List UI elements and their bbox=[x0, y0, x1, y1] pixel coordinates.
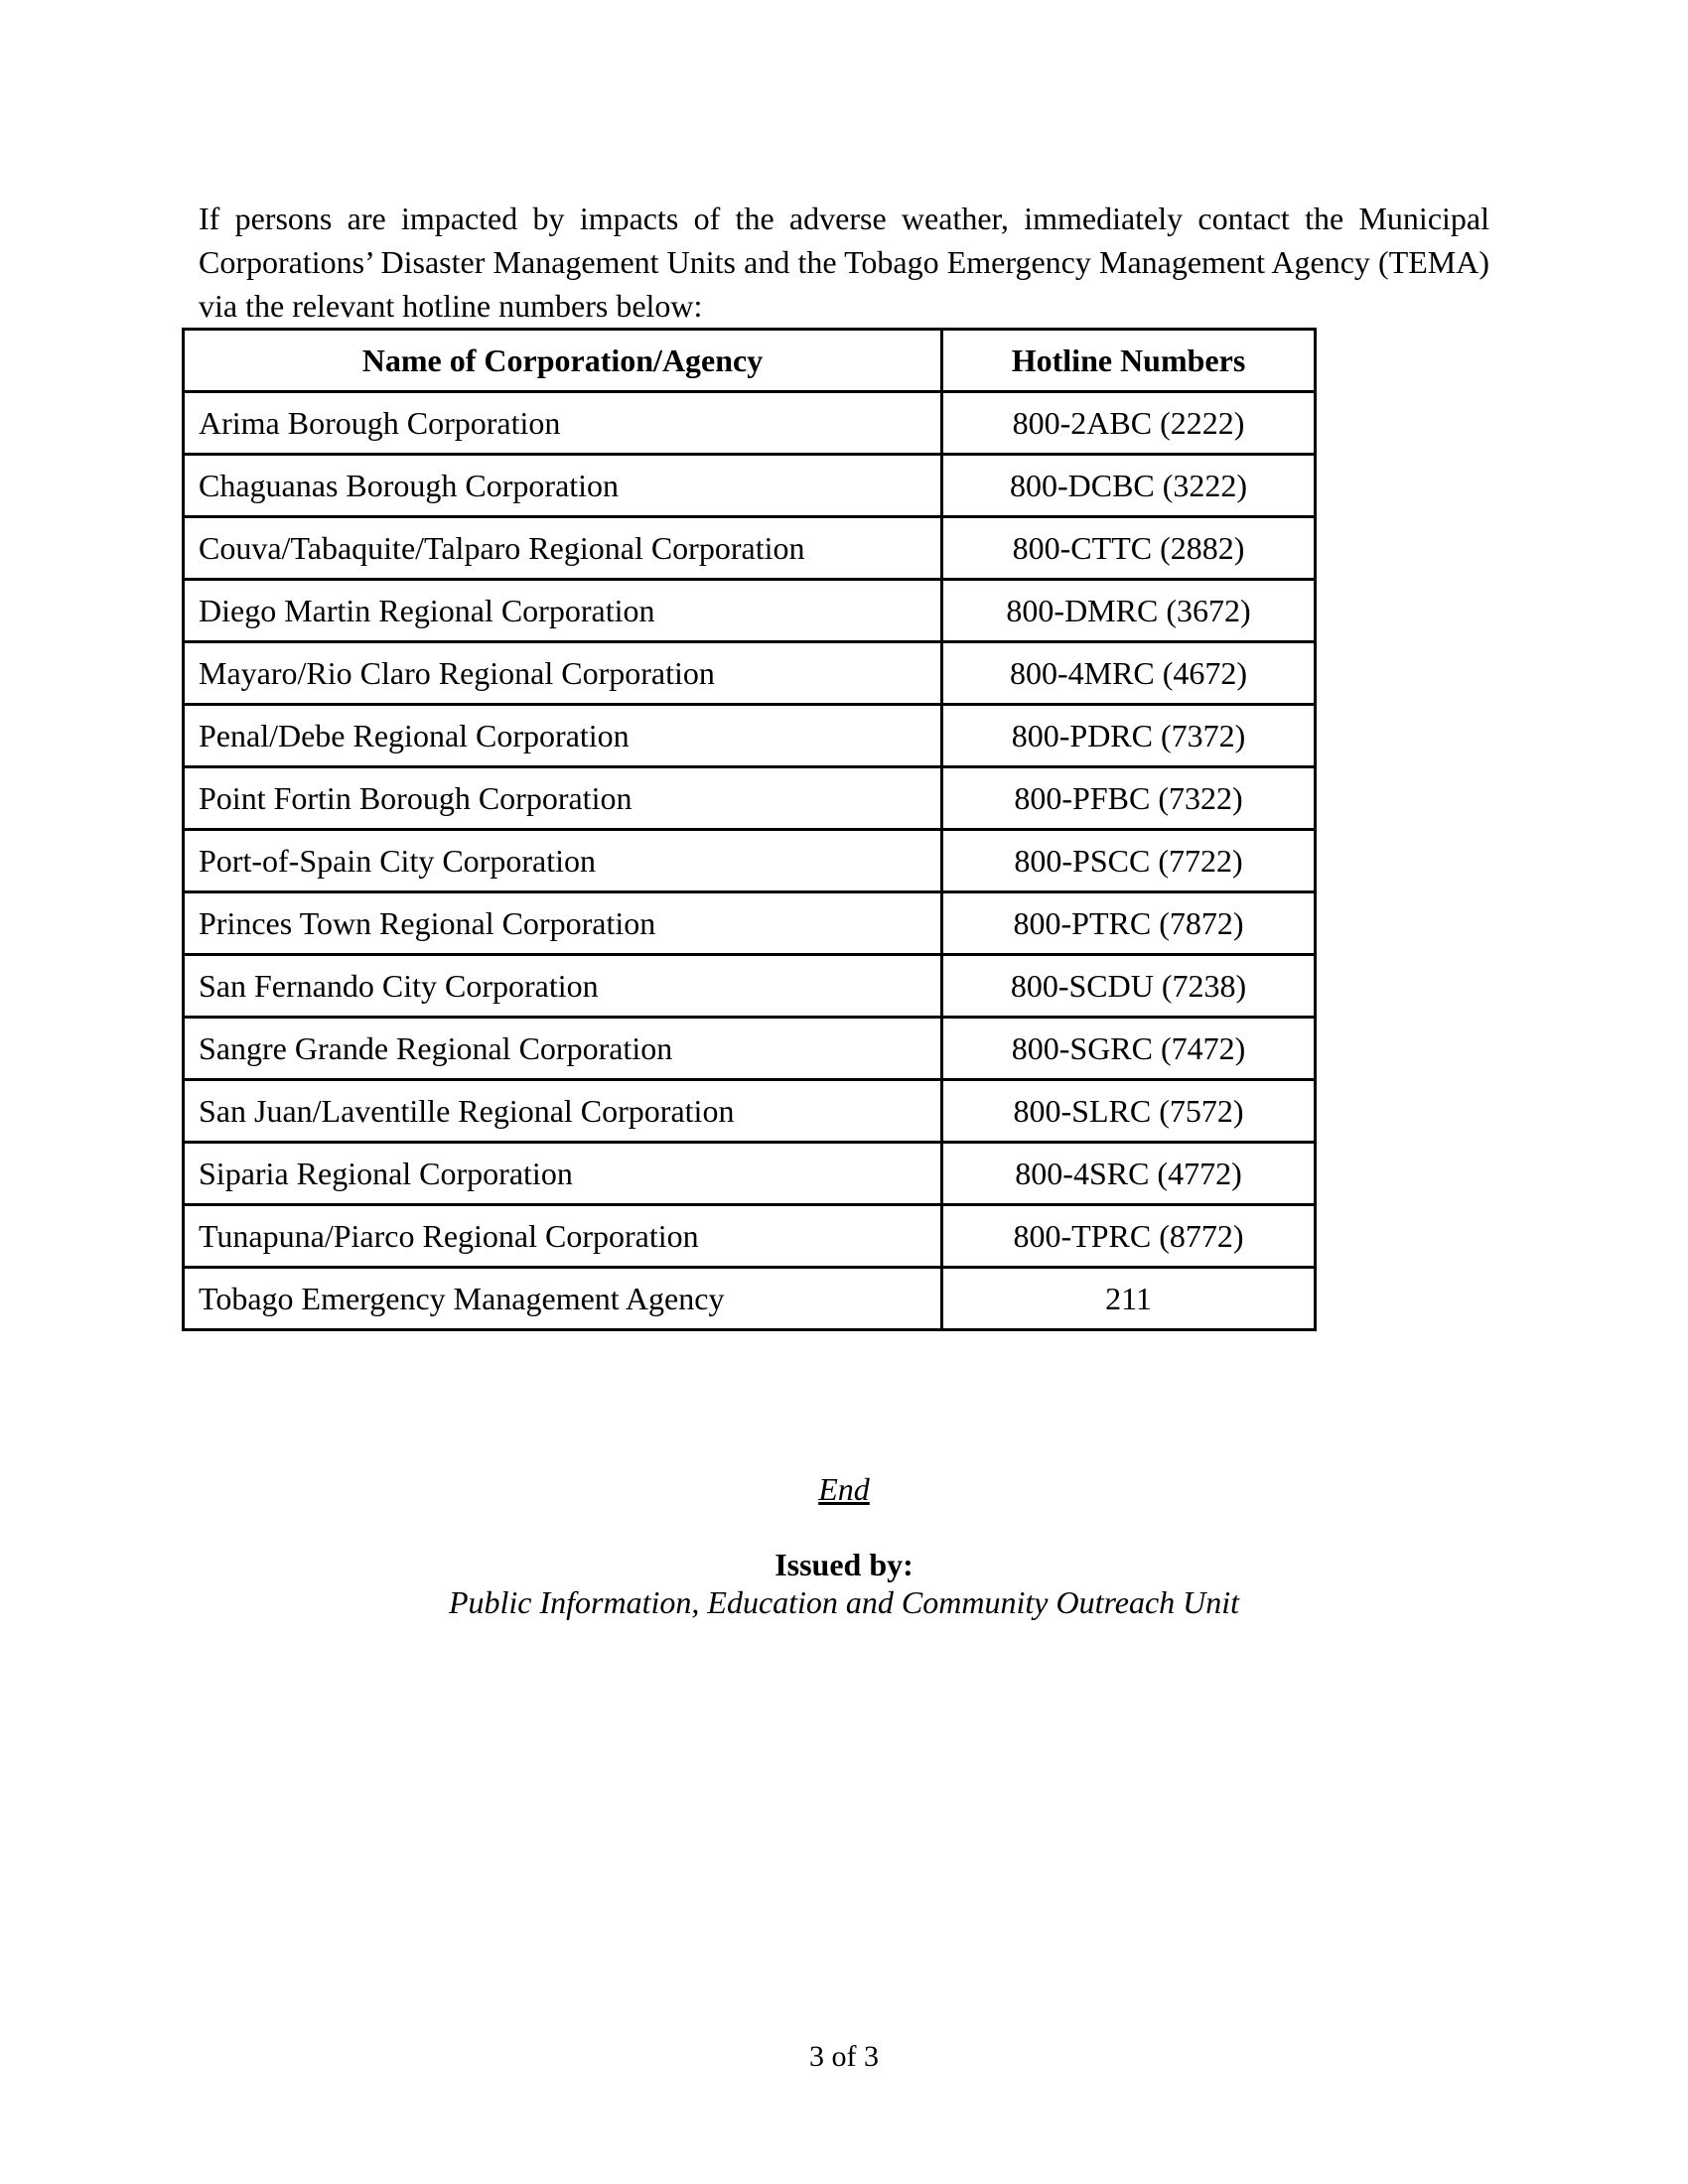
table-row bbox=[184, 1205, 1316, 1268]
agency-name: Mayaro/Rio Claro Regional Corporation bbox=[184, 642, 942, 705]
hotline-number: 800-DCBC (3222) bbox=[942, 455, 1316, 517]
hotline-number: 800-PFBC (7322) bbox=[942, 767, 1316, 830]
table-row bbox=[184, 1080, 1316, 1143]
agency-name: Tobago Emergency Management Agency bbox=[184, 1268, 942, 1330]
hotline-number: 800-4MRC (4672) bbox=[942, 642, 1316, 705]
hotline-number: 800-2ABC (2222) bbox=[942, 392, 1316, 455]
table-row bbox=[184, 830, 1316, 892]
hotline-number: 800-PSCC (7722) bbox=[942, 830, 1316, 892]
hotline-number: 800-SGRC (7472) bbox=[942, 1018, 1316, 1080]
table-row bbox=[184, 642, 1316, 705]
table-header-row bbox=[184, 330, 1316, 392]
table-row bbox=[184, 705, 1316, 767]
agency-name: Princes Town Regional Corporation bbox=[184, 892, 942, 955]
hotline-table bbox=[182, 328, 1317, 1331]
table-row bbox=[184, 1018, 1316, 1080]
table-row bbox=[184, 1268, 1316, 1330]
agency-name: Tunapuna/Piarco Regional Corporation bbox=[184, 1205, 942, 1268]
intro-paragraph: If persons are impacted by impacts of the adverse weather, immediately contact the Municipal Corporations’ Disaster Management Units and the Tobago Emergency Management Agency (TEMA) via the relevant hotline numbers below: bbox=[199, 201, 1489, 324]
hotline-number: 800-PDRC (7372) bbox=[942, 705, 1316, 767]
agency-name: San Juan/Laventille Regional Corporation bbox=[184, 1080, 942, 1143]
hotline-number: 800-CTTC (2882) bbox=[942, 517, 1316, 580]
agency-name: Penal/Debe Regional Corporation bbox=[184, 705, 942, 767]
hotline-number: 800-SLRC (7572) bbox=[942, 1080, 1316, 1143]
header-number: Hotline Numbers bbox=[942, 330, 1316, 392]
table-row bbox=[184, 767, 1316, 830]
agency-name: Diego Martin Regional Corporation bbox=[184, 580, 942, 642]
issued-by-label: Issued by: bbox=[774, 1547, 914, 1582]
table-row bbox=[184, 455, 1316, 517]
agency-name: Siparia Regional Corporation bbox=[184, 1143, 942, 1205]
hotline-number: 800-DMRC (3672) bbox=[942, 580, 1316, 642]
hotline-number: 800-4SRC (4772) bbox=[942, 1143, 1316, 1205]
table-row bbox=[184, 1143, 1316, 1205]
agency-name: Port-of-Spain City Corporation bbox=[184, 830, 942, 892]
table-row bbox=[184, 392, 1316, 455]
table-row bbox=[184, 955, 1316, 1018]
table-row bbox=[184, 580, 1316, 642]
agency-name: Sangre Grande Regional Corporation bbox=[184, 1018, 942, 1080]
end-marker: End bbox=[818, 1471, 870, 1507]
agency-name: Couva/Tabaquite/Talparo Regional Corporation bbox=[184, 517, 942, 580]
agency-name: San Fernando City Corporation bbox=[184, 955, 942, 1018]
table-row bbox=[184, 892, 1316, 955]
agency-name: Point Fortin Borough Corporation bbox=[184, 767, 942, 830]
hotline-number: 211 bbox=[942, 1268, 1316, 1330]
header-name: Name of Corporation/Agency bbox=[184, 330, 942, 392]
table-row bbox=[184, 517, 1316, 580]
page-number: 3 of 3 bbox=[809, 2040, 879, 2073]
agency-name: Arima Borough Corporation bbox=[184, 392, 942, 455]
hotline-number: 800-TPRC (8772) bbox=[942, 1205, 1316, 1268]
hotline-number: 800-PTRC (7872) bbox=[942, 892, 1316, 955]
hotline-number: 800-SCDU (7238) bbox=[942, 955, 1316, 1018]
issuing-unit: Public Information, Education and Community Outreach Unit bbox=[448, 1584, 1240, 1620]
agency-name: Chaguanas Borough Corporation bbox=[184, 455, 942, 517]
